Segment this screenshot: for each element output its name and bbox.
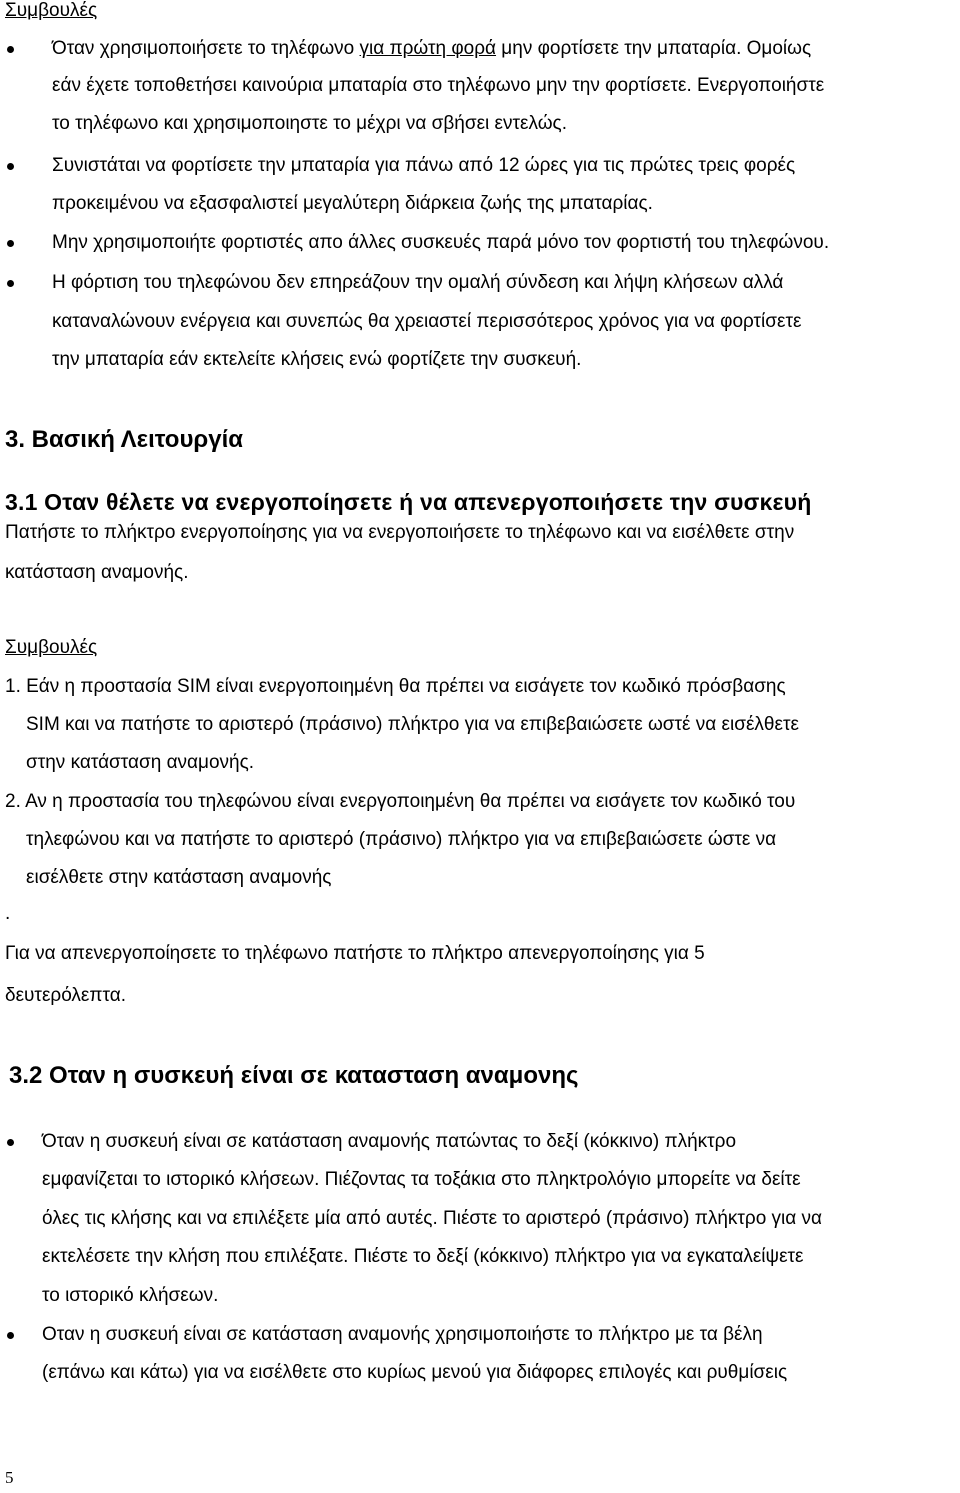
bullet-dot xyxy=(7,1139,14,1146)
tip-2-line-2: προκειμένου να εξασφαλιστεί μεγαλύτερη διάρκεια ζωής της μπαταρίας. xyxy=(52,193,653,214)
page-number: 5 xyxy=(5,1468,14,1487)
power-off-line-2: δευτερόλεπτα. xyxy=(5,985,127,1006)
standby-tip-2-line-2: (επάνω και κάτω) για να εισέλθετε στο κυρίως μενού για διάφορες επιλογές και ρυθμίσεις xyxy=(42,1362,788,1383)
section-3-2-title-tail: κατασταση αναμονης xyxy=(334,1062,579,1089)
section-3-1-line-2: κατάσταση αναμονής. xyxy=(5,562,189,583)
bullet-dot xyxy=(7,240,14,247)
tip-num-1-line-3: στην κατάσταση αναμονής. xyxy=(26,752,255,773)
tip-4-line-3: την μπαταρία εάν εκτελείτε κλήσεις ενώ φορτίζετε την συσκευή. xyxy=(52,349,582,370)
standby-tip-1-line-2: εμφανίζεται το ιστορικό κλήσεων. Πιέζοντας τα τοξάκια στο πληκτρολόγιο μπορείτε να δείτε xyxy=(42,1169,801,1190)
stray-dot: . xyxy=(5,903,11,924)
tip-1-text-a: Όταν χρησιμοποιήσετε το τηλέφωνο xyxy=(52,38,360,59)
standby-tip-2-line-1: Οταν η συσκευή είναι σε κατάσταση αναμονής χρησιμοποιήστε το πλήκτρο με τα βέλη xyxy=(42,1324,763,1345)
tip-num-1-line-1: 1. Εάν η προστασία SIM είναι ενεργοποιημένη θα πρέπει να εισάγετε τον κωδικό πρόσβασης xyxy=(5,676,786,697)
tip-1-line-3: το τηλέφωνο και χρησιμοποιηστε το μέχρι να σβήσει εντελώς. xyxy=(52,113,567,134)
tip-num-2-line-2: τηλεφώνου και να πατήστε το αριστερό (πράσινο) πλήκτρο για να επιβεβαιώσετε ώστε να xyxy=(26,829,777,850)
tips-heading-2: Συμβουλές xyxy=(5,637,98,658)
tip-4-line-1: Η φόρτιση του τηλεφώνου δεν επηρεάζουν την ομαλή σύνδεση και λήψη κλήσεων αλλά xyxy=(52,272,784,293)
tip-num-2-line-3: εισέλθετε στην κατάσταση αναμονής xyxy=(26,867,332,888)
section-3-1-line-1: Πατήστε το πλήκτρο ενεργοποίησης για να ενεργοποιήσετε το τηλέφωνο και να εισέλθετε στην xyxy=(5,522,795,543)
tip-1-line-2: εάν έχετε τοποθετήσει καινούρια μπαταρία στο τηλέφωνο μην την φορτίσετε. Ενεργοποιήστε xyxy=(52,75,825,96)
bullet-dot xyxy=(7,280,14,287)
standby-tip-1-line-1: Όταν η συσκευή είναι σε κατάσταση αναμονής πατώντας το δεξί (κόκκινο) πλήκτρο xyxy=(42,1131,737,1152)
bullet-dot xyxy=(7,46,14,53)
tip-num-2-line-1: 2. Αν η προστασία του τηλεφώνου είναι ενεργοποιημένη θα πρέπει να εισάγετε τον κωδικό του xyxy=(5,791,796,812)
tip-3-line-1: Μην χρησιμοποιήτε φορτιστές απο άλλες συσκευές παρά μόνο τον φορτιστή του τηλεφώνου. xyxy=(52,232,830,253)
tips-heading: Συμβουλές xyxy=(5,0,98,21)
tip-1-text-b: μην φορτίσετε την μπαταρία. Ομοίως xyxy=(496,38,812,59)
section-3-title: 3. Βασική Λειτουργία xyxy=(5,426,244,453)
section-3-1-title: 3.1 Οταν θέλετε να ενεργοποίησετε ή να απενεργοποιήσετε την συσκευή xyxy=(5,489,812,515)
tip-1-underlined: για πρώτη φορά xyxy=(359,38,497,59)
bullet-dot xyxy=(7,163,14,170)
tip-1-line-1 xyxy=(52,38,811,60)
power-off-line-1: Για να απενεργοποίησετε το τηλέφωνο πατήστε το πλήκτρο απενεργοποίησης για 5 xyxy=(5,943,705,964)
standby-tip-1-line-3: όλες τις κλήσης και να επιλέξετε μία από αυτές. Πιέστε το αριστερό (πράσινο) πλήκτρο για να xyxy=(42,1208,823,1229)
section-3-2-title: 3.2 Οταν η συσκευή είναι σε κατασταση αναμονης xyxy=(9,1062,579,1089)
tip-4-line-2: καταναλώνουν ενέργεια και συνεπώς θα χρειαστεί περισσότερος χρόνος για να φορτίσετε xyxy=(52,311,802,332)
tip-2-line-1: Συνιστάται να φορτίσετε την μπαταρία για πάνω από 12 ώρες για τις πρώτες τρεις φορές xyxy=(52,155,796,176)
standby-tip-1-line-5: το ιστορικό κλήσεων. xyxy=(42,1285,219,1306)
standby-tip-1-line-4: εκτελέσετε την κλήση που επιλέξατε. Πιέστε το δεξί (κόκκινο) πλήκτρο για να εγκαταλείψετε xyxy=(42,1246,804,1267)
tip-num-1-line-2: SIM και να πατήστε το αριστερό (πράσινο) πλήκτρο για να επιβεβαιώσετε ωστέ να εισέλθετε xyxy=(26,714,799,735)
bullet-dot xyxy=(7,1332,14,1339)
